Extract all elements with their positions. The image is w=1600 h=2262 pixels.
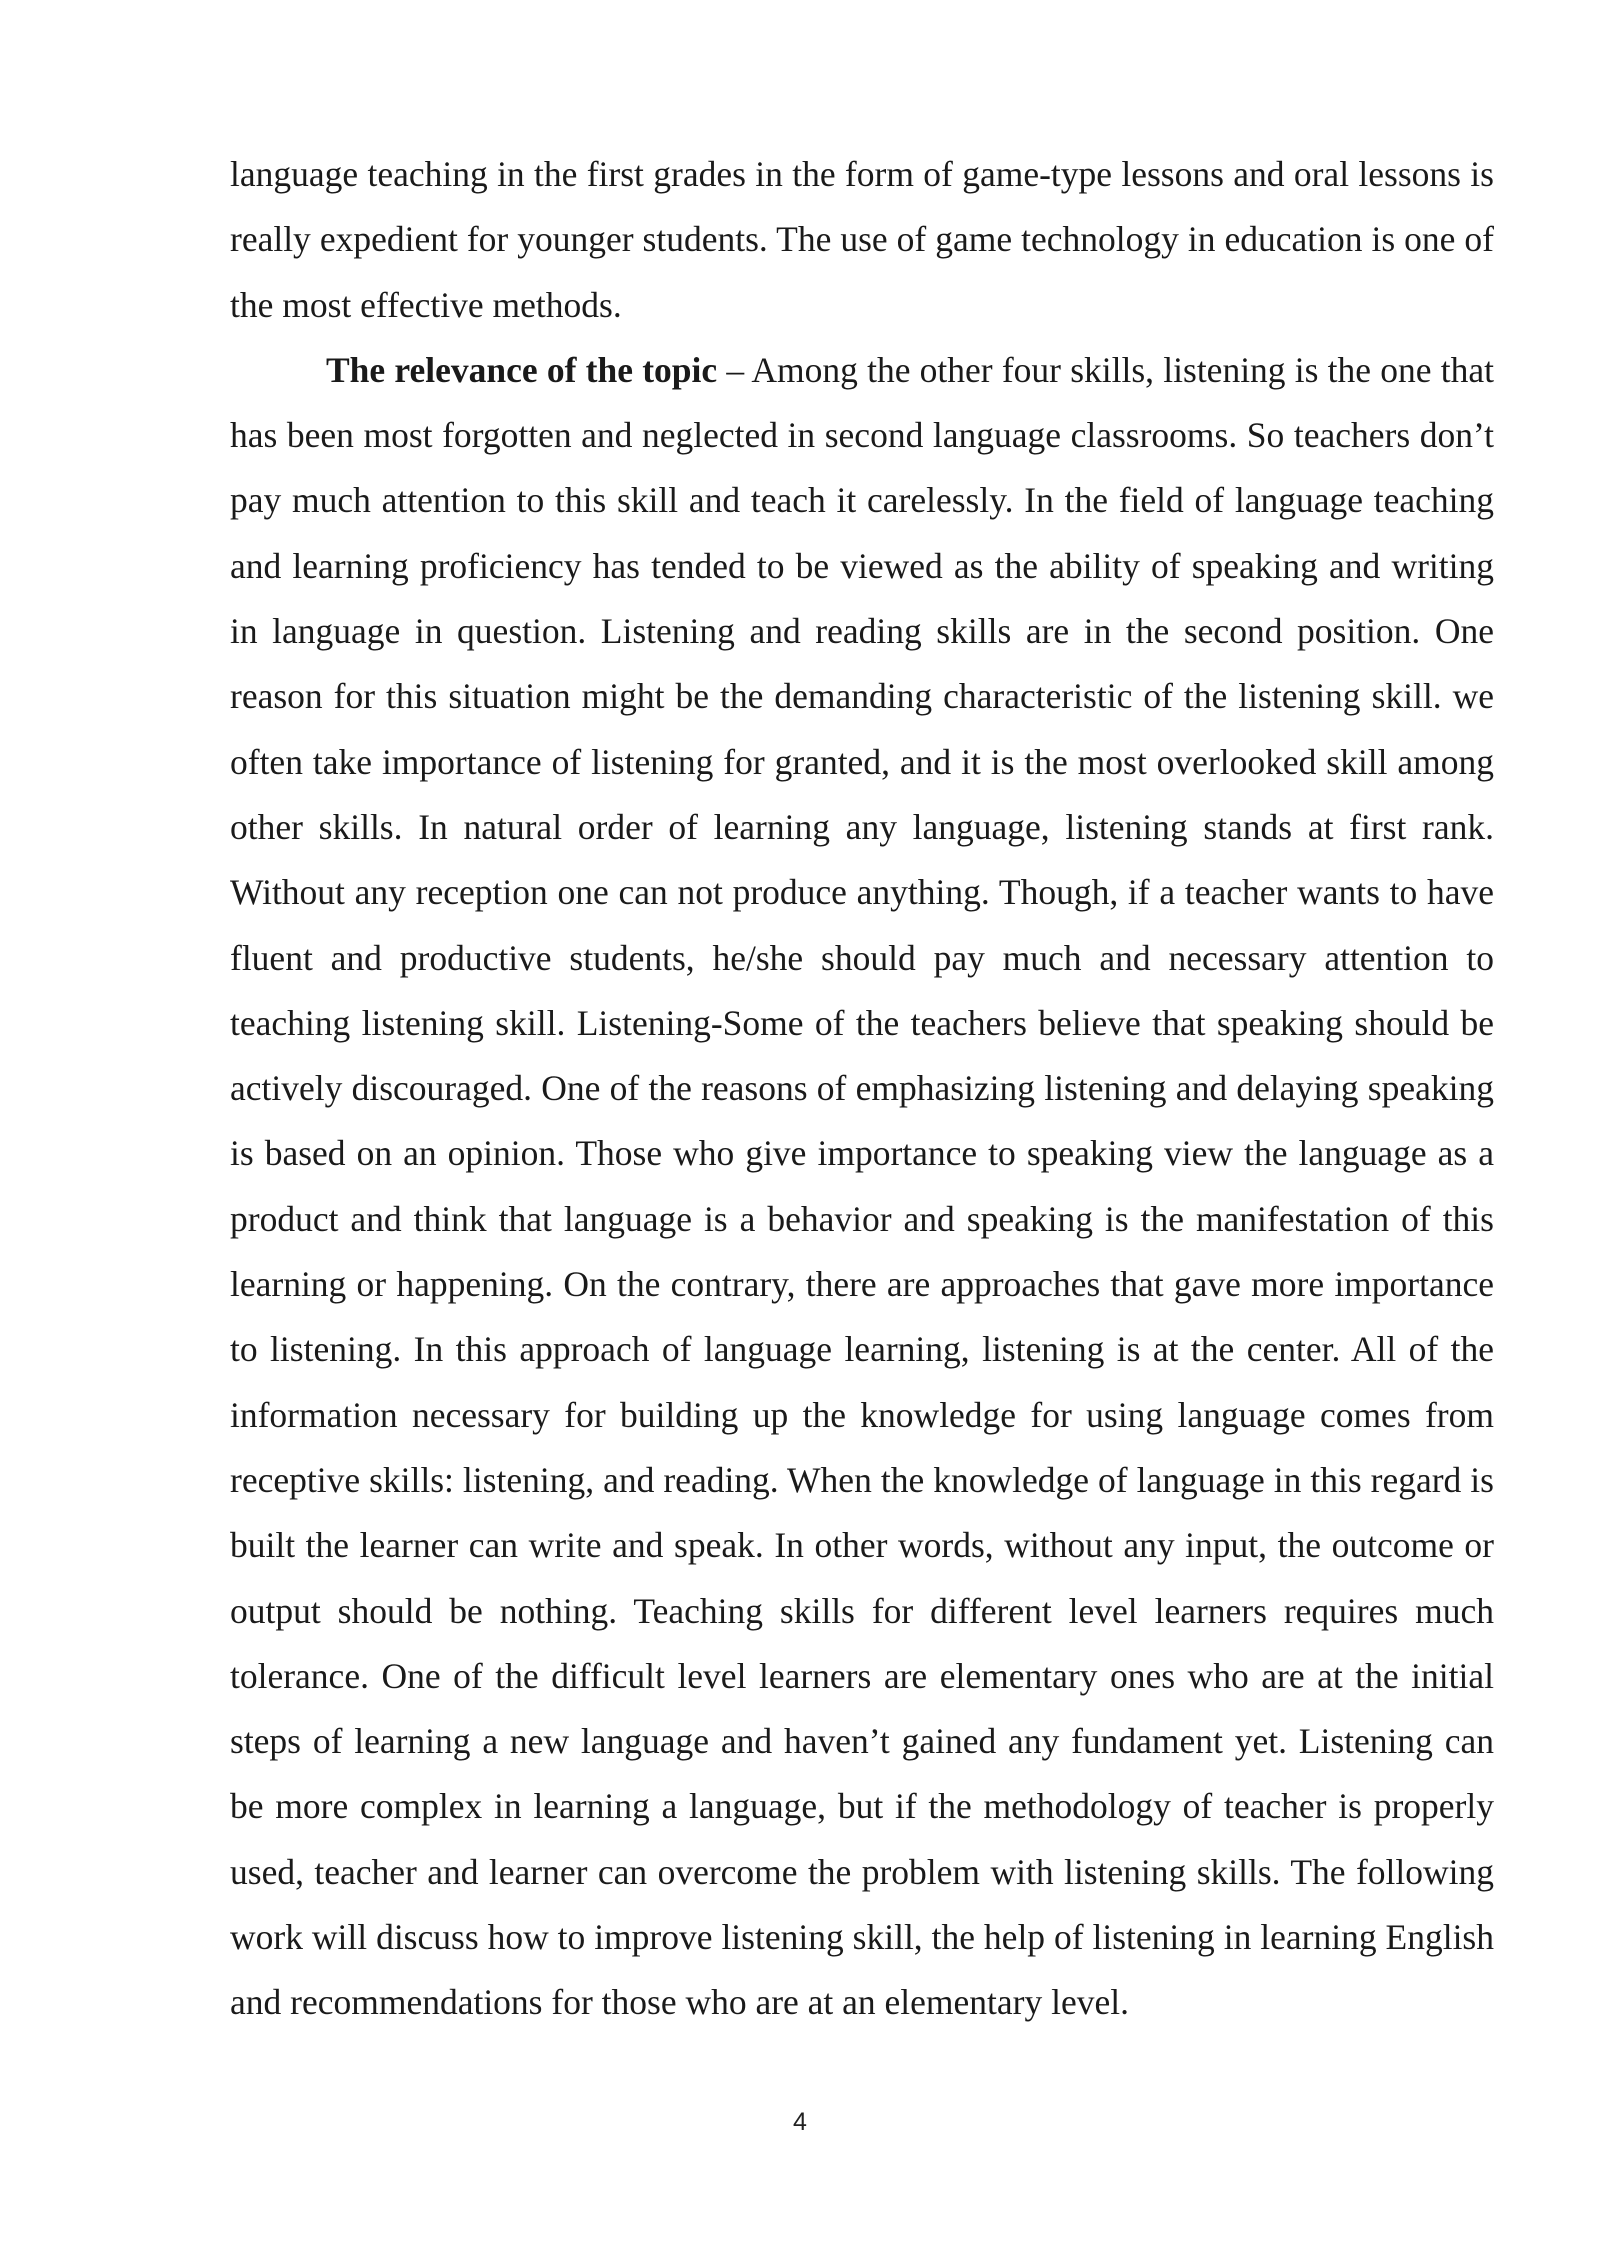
paragraph-relevance-text: Among the other four skills, listening is the one that has been most forgotten and neglected in second language classrooms. So teachers don’t pay much attention to this skill and teach it carelessly. In the field of language teaching and learning proficiency has tended to be viewed as the ability of speaking and writing in language in question. Listening and reading skills are in the second position. One reason for this situation might be the demanding characteristic of the listening skill. we often take importance of listening for granted, and it is the most overlooked skill among other skills. In natural order of learning any language, listening stands at first rank. Without any reception one can not produce anything. Though, if a teacher wants to have fluent and productive students, he/she should pay much and necessary attention to teaching listening skill. Listening-Some of the teachers believe that speaking should be actively discouraged. One of the reasons of emphasizing listening and delaying speaking is based on an opinion. Those who give importance to speaking view the language as a product and think that language is a behavior and speaking is the manifestation of this learning or happening. On the contrary, there are approaches that gave more importance to listening. In this approach of language learning, listening is at the center. All of the information necessary for building up the knowledge for using language comes from receptive skills: listening, and reading. When the knowledge of language in this regard is built the learner can write and speak. In other words, without any input, the outcome or output should be nothing. Teaching skills for different level learners requires much tolerance. One of the difficult level learners are elementary ones who are at the initial steps of learning a new language and haven’t gained any fundament yet. Listening can be more complex in learning a language, but if the methodology of teacher is properly used, teacher and learner can overcome the problem with listening skills. The following work will discuss how to improve listening skill, the help of listening in learning English and recommendations for those who are at an elementary level. bbox=[230, 349, 1494, 2023]
heading-separator: – bbox=[717, 349, 752, 390]
paragraph-relevance bbox=[230, 338, 1494, 2036]
section-heading-inline: The relevance of the topic bbox=[326, 349, 718, 390]
body-text bbox=[230, 142, 1494, 2036]
paragraph-continued: language teaching in the first grades in the form of game-type lessons and oral lessons is really expedient for younger students. The use of game technology in education is one of the most effective methods. bbox=[230, 154, 1494, 325]
page-number: 4 bbox=[793, 2108, 807, 2136]
